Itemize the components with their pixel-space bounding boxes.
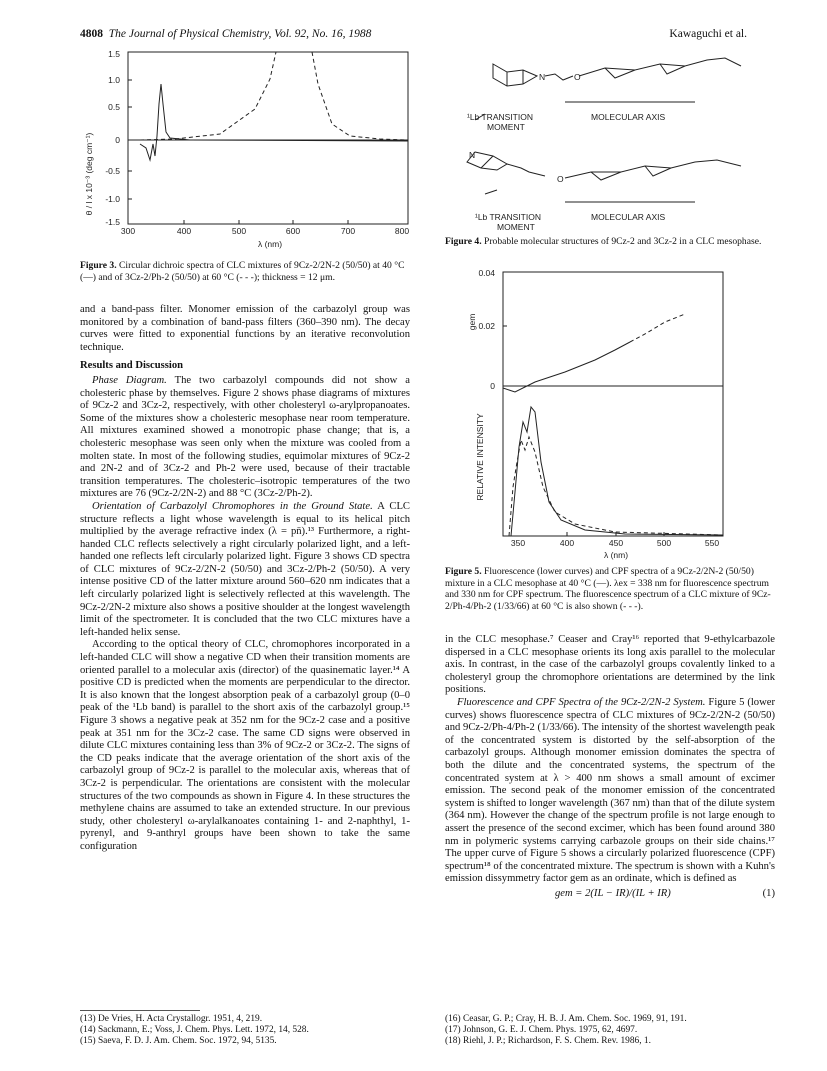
footnote-rule (80, 1010, 200, 1011)
footnote: (16) Ceasar, G. P.; Cray, H. B. J. Am. Chem. Soc. 1969, 91, 191. (445, 1014, 687, 1024)
fig3-xtick: 800 (394, 226, 410, 236)
fig5-cpf-curve-dashed (630, 314, 685, 342)
fig5-ytick: 0.02 (478, 321, 495, 331)
fig3-xlabel: λ (nm) (257, 239, 283, 249)
equation-text: gem = 2(IL − IR)/(IL + IR) (555, 887, 671, 899)
fig4-caption-text: Probable molecular structures of 9Cz-2 and 3Cz-2 in a CLC mesophase. (484, 236, 762, 247)
fig3-ytick: 1.5 (108, 49, 120, 59)
footnotes-right (445, 1014, 687, 1047)
cholesteryl-skeleton (579, 58, 741, 76)
fig3-xtick: 300 (120, 226, 136, 236)
fig5-xlabel: λ (nm) (603, 550, 629, 560)
fig5-ytick: 0 (490, 381, 495, 391)
carbazole-ring (493, 64, 537, 86)
paragraph-text: Figure 5 (lower curves) shows fluorescence spectra of CLC mixtures of 9Cz-2/2N-2 (50/50) and 9Cz-2/Ph-4/Ph-2 (1/33/66). The intensity of the shortest wavelength peak of the concentrated system is distorted by the self-absorption of the carbazolyl groups. Although monomer emission dominates the spectra of both the dilute and the concentrated systems, the spectrum of the concentrated system at λ > 400 nm shows a small amount of excimer emission. The second peak of the monomer emission of the concentrated system is shifted to longer wavelength (367 nm) than that of the dilute system (364 nm). However the change of the spectrum profile is not large enough to assert the presence of the second excimer, which has been found around 380 nm in polymeric systems carrying carbazole groups on their side chains.¹⁷ The upper curve of Figure 5 shows a circularly polarized fluorescence (CPF) spectrum¹⁸ of the concentrated mixture. The spectrum is shown with a Kuhn's emission dissymmetry factor gem as an ordinate, which is defined as (445, 696, 775, 885)
fig5-xtick: 400 (559, 538, 575, 548)
fig4-label: ¹Lb TRANSITION (475, 212, 541, 222)
fig3-xtick: 400 (176, 226, 192, 236)
section-heading: Results and Discussion (80, 360, 184, 372)
footnote: (18) Riehl, J. P.; Richardson, F. S. Chem. Rev. 1986, 1. (445, 1036, 651, 1046)
fig4-label: MOMENT (497, 222, 535, 232)
fig5-ylabel-top: gem (467, 313, 477, 331)
paragraph: in the CLC mesophase.⁷ Ceaser and Cray¹⁶ reported that 9-ethylcarbazole dispersed in a CLC mesophase orients its long axis parallel to the molecular axis. In contrast, in the case of the carbazolyl groups covalently linked to a cholesteryl group the chromophore orientations are determined by the link positions. (445, 634, 775, 696)
header-authors: Kawaguchi et al. (669, 28, 747, 40)
fig3-ytick: -1.5 (105, 217, 120, 227)
footnote: (17) Johnson, G. E. J. Chem. Phys. 1975, 62, 4697. (445, 1025, 638, 1035)
fig5-caption-text: Fluorescence (lower curves) and CPF spectra of a 9Cz-2/2N-2 (50/50) mixture in a CLC mesophase at 40 °C (—). λex = 338 nm for fluorescence spectrum and 330 nm for CPF spectrum. The fluorescence spectrum of a CLC mixture of 9Cz-2/Ph-4/Ph-2 (1/33/66) at 60 °C is also shown (- - -). (445, 566, 771, 612)
fig3-xtick: 600 (285, 226, 301, 236)
journal-name: The Journal of Physical Chemistry, Vol. 92, No. 16, 1988 (108, 28, 372, 40)
fig4-label: ¹Lb TRANSITION (467, 112, 533, 122)
cholesteryl-rings (591, 166, 671, 180)
linker-chain (507, 164, 545, 176)
fig5-frame (503, 272, 723, 536)
fig5-fluorescence-dashed (509, 437, 723, 536)
fig3-ytick: -0.5 (105, 166, 120, 176)
fig4-label: MOLECULAR AXIS (591, 212, 666, 222)
left-column (80, 304, 410, 854)
atom-label: N (539, 72, 546, 82)
paragraph (445, 697, 775, 886)
fig4-caption-label: Figure 4. (445, 236, 482, 247)
fig3-caption-label: Figure 3. (80, 260, 117, 271)
figure-4-caption (445, 236, 775, 248)
fig5-caption-label: Figure 5. (445, 566, 482, 577)
paragraph-title: Fluorescence and CPF Spectra of the 9Cz-2/2N-2 System. (457, 696, 706, 708)
paragraph-title: Orientation of Carbazolyl Chromophores in the Ground State. (92, 500, 373, 512)
fig3-solid-curve (140, 84, 408, 160)
fig4-label: MOLECULAR AXIS (591, 112, 666, 122)
fig5-xtick: 450 (608, 538, 624, 548)
page-number: 4808 (80, 28, 103, 40)
fig3-caption-text: Circular dichroic spectra of CLC mixtures of 9Cz-2/2N-2 (50/50) at 40 °C (—) and of 3Cz-2/Ph-2 (50/50) at 60 °C (- - -); thickness = 12 μm. (80, 260, 405, 283)
running-header (80, 28, 371, 40)
figure-5-caption (445, 566, 775, 612)
cholesteryl-rings (605, 64, 685, 78)
fig3-ticks (128, 80, 348, 224)
paragraph: According to the optical theory of CLC, chromophores incorporated in a left-handed CLC will show a negative CD when their transition moments are oriented parallel to a molecular axis (director) of the quasinematic layer.¹⁴ A positive CD is predicted when the moments are perpendicular to the director. It is also known that the longest absorption peak of a carbazolyl group (0–0 peak of the ¹Lb band) is parallel to the short axis of the carbazolyl group.¹⁵ Figure 3 shows a negative peak at 352 nm for the 9Cz-2 case and a positive peak at 351 nm for the 3Cz-2 case. The same CD signs were observed in dilute CLC mixtures containing less than 3% of 9Cz-2 or 3Cz-2. The signs of the CD peaks indicate that the average orientation of the short axis of the carbazolyl group of 9Cz-2 is parallel to the molecular axis, whereas that of 3Cz-2 is perpendicular. The orientations are consistent with the molecular structures of the two compounds as shown in Figure 4. In these structures the methylene chains are assumed to take an extended structure. In our previous study, other cholesteryl ω-arylalkanoates containing 1- and 2-naphthyl, 1-pyrenyl, and 9-anthryl groups have been shown to take the same configuration (80, 639, 410, 852)
fig5-ylabel-bottom: RELATIVE INTENSITY (475, 413, 485, 501)
paragraph-text: A CLC structure reflects a light whose wavelength is equal to its helical pitch multiplied by the average refractive index (λ = pn̄).¹³ Furthermore, a right-handed CLC reflects selectively a right circularly polarized light, and a left-handed one reflects left circularly polarized light. Figure 3 shows CD spectra of CLC mixtures of 9Cz-2/2N-2 (50/50) and 3Cz-2/Ph-2 (50/50). A very intense positive CD of the latter mixture around 560–620 nm indicates that a left circularly polarized light is selectively reflected at this wavelength. The 9Cz-2/2N-2 mixture also shows a positive shoulder at the longest wavelength limit of the spectrometer. It is concluded that the two CLC mixtures have a left-handed helix sense. (80, 500, 410, 638)
atom-label: O (557, 174, 564, 184)
fig5-fluorescence-solid (511, 407, 723, 536)
fig3-ylabel: θ / l x 10⁻³ (deg cm⁻¹) (84, 132, 94, 216)
fig5-xtick: 550 (704, 538, 720, 548)
linker-chain (545, 74, 573, 80)
fig5-ytick: 0.04 (478, 268, 495, 278)
footnote: (15) Saeva, F. D. J. Am. Chem. Soc. 1972, 94, 5135. (80, 1036, 277, 1046)
paragraph-text: The two carbazolyl compounds did not show a cholesteric phase by themselves. Figure 2 shows phase diagrams of mixtures of 9Cz-2 and 3Cz-2, respectively, with other cholesteryl ω-arylpropanoates. Some of the mixtures show a cholesteric mesophase near room temperature. All mixtures examined showed a monotropic phase change; that is, a cholesteric mesophase was seen only when the mixture was cooled from a molten state. In most of the following studies, equimolar mixtures of 9Cz-2 and 2N-2 and of 3Cz-2 and Ph-2 were used, because of their tractable transition temperatures. The cholesteric–isotropic temperatures of the two mixtures are 76 (9Cz-2/2N-2) and 88 °C (3Cz-2/Ph-2). (80, 374, 410, 500)
fig3-dashed-curve (140, 52, 408, 140)
paragraph (80, 501, 410, 640)
fig3-ytick: -1.0 (105, 194, 120, 204)
fig3-xtick: 500 (231, 226, 247, 236)
footnotes-left (80, 1014, 309, 1047)
figure-4-diagram (445, 44, 775, 234)
footnote: (14) Sackmann, E.; Voss, J. Chem. Phys. Lett. 1972, 14, 528. (80, 1025, 309, 1035)
atom-label: O (574, 72, 581, 82)
transition-moment-arrow (485, 190, 497, 194)
fig3-ytick: 0 (115, 135, 120, 145)
fig3-ytick: 0.5 (108, 102, 120, 112)
fig4-label: MOMENT (487, 122, 525, 132)
atom-label: N (469, 150, 476, 160)
figure-3-caption (80, 260, 410, 283)
figure-5-chart (445, 262, 775, 562)
footnote: (13) De Vries, H. Acta Crystallogr. 1951, 4, 219. (80, 1014, 263, 1024)
right-column (445, 634, 775, 900)
paragraph (80, 375, 410, 501)
fig5-xtick: 500 (656, 538, 672, 548)
fig3-xtick: 700 (340, 226, 356, 236)
equation-1 (445, 888, 775, 901)
paragraph-title: Phase Diagram. (92, 374, 167, 386)
paragraph: and a band-pass filter. Monomer emission of the carbazolyl group was monitored by a combination of band-pass filters (360–390 nm). The decay curves were fitted to exponential functions by an iterative reconvolution technique. (80, 304, 410, 353)
fig5-cpf-curve (503, 342, 630, 392)
fig3-ytick: 1.0 (108, 75, 120, 85)
equation-number: (1) (762, 887, 775, 899)
fig5-xtick: 350 (510, 538, 526, 548)
figure-3-chart (80, 44, 420, 256)
